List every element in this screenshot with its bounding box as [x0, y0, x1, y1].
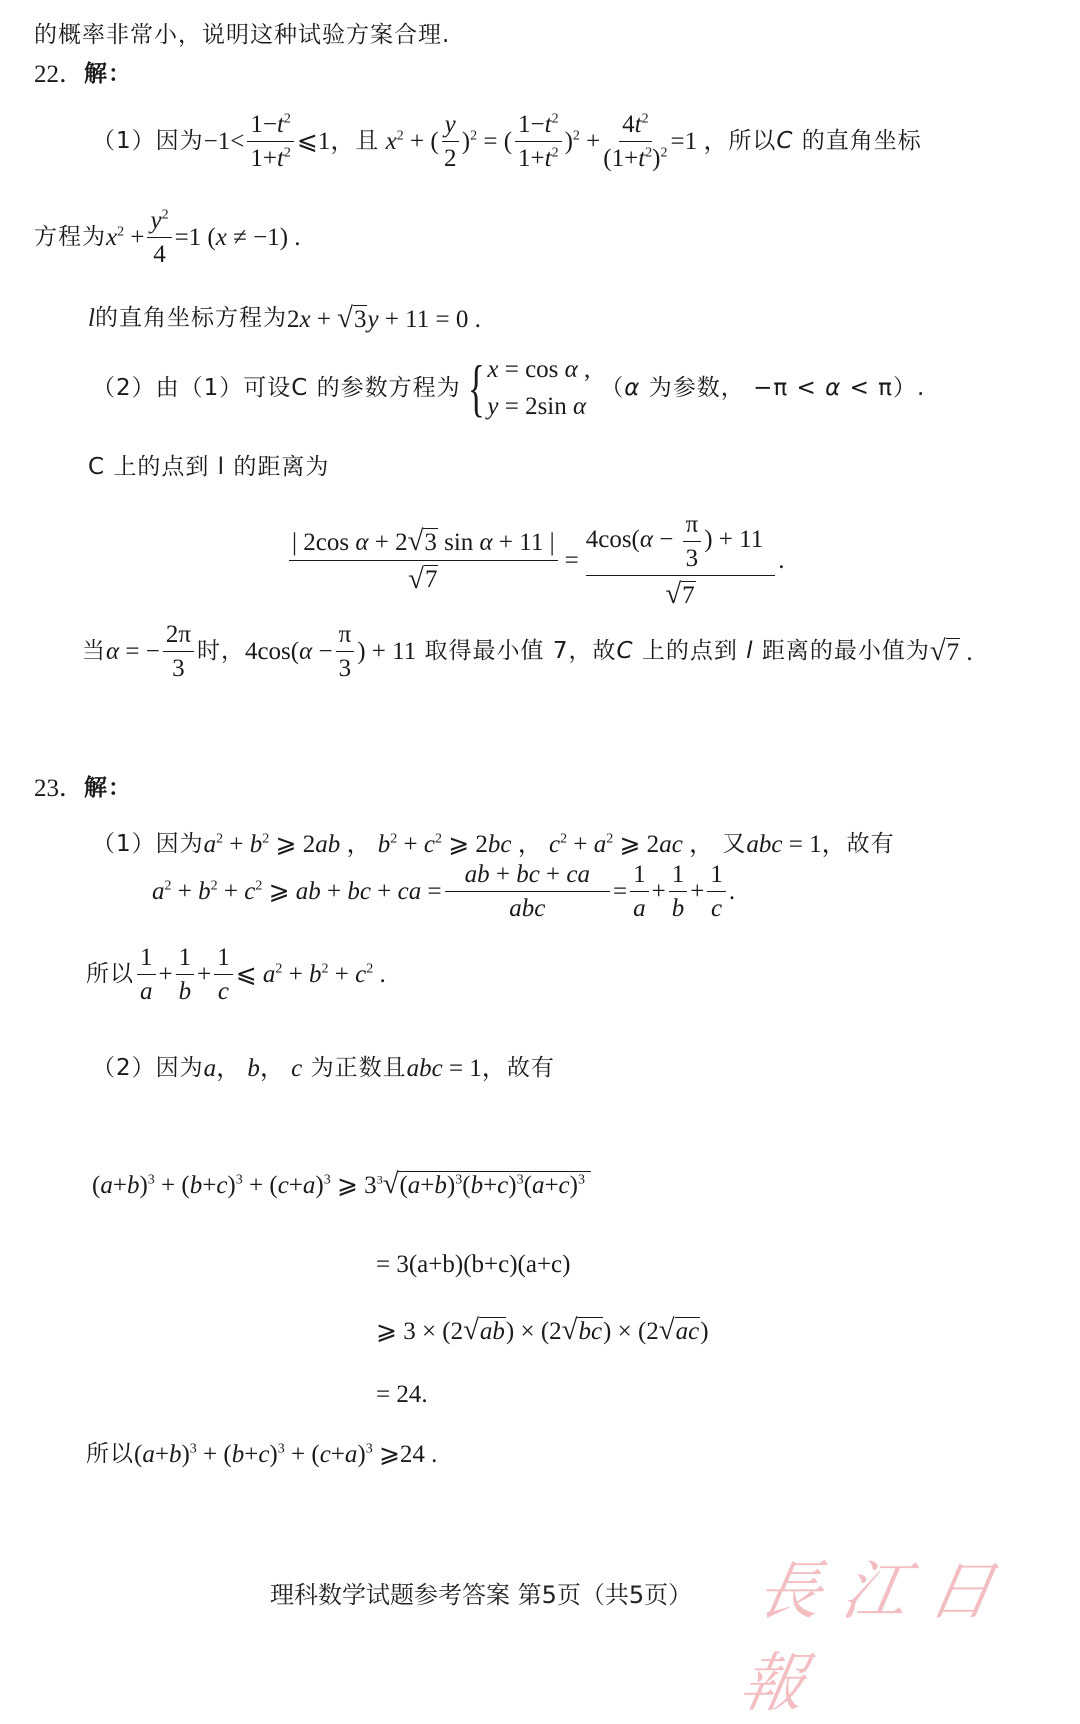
text: 取得最小值 7，故C 上的点到 l 距离的最小值为 [416, 638, 930, 664]
math: $(a+b)^3 + (b+c)^3 + (c+a)^3$ ⩾24 . [134, 1441, 438, 1468]
math: = [564, 546, 579, 574]
math: ) + 11 [357, 638, 417, 665]
distance-intro [88, 456, 329, 479]
page-footer: 理科数学试题参考答案 第5页（共5页） [270, 1581, 693, 1609]
math: α = − [106, 638, 160, 665]
fraction: $\frac{1}{a}$ [630, 862, 649, 921]
problem-23-heading [34, 776, 132, 801]
fraction: | 2cos α + 2 √ 3 sin α + 11 | √ 7 [289, 527, 558, 594]
fraction: $\frac{1}{a}$ [137, 945, 156, 1004]
math: abc = 1， [746, 831, 847, 858]
math: . [778, 546, 785, 574]
text: 所以 [86, 1441, 134, 1467]
fraction: $\frac{y}{2}$ [442, 112, 459, 171]
symbol: l [88, 304, 95, 332]
math: . [728, 878, 736, 905]
distance-formula [286, 512, 784, 609]
part-label: （1）因为 [92, 831, 204, 857]
math: ⩽1， [296, 128, 356, 155]
fraction: $\frac{ab + bc + ca}{\text{abc}}$ [445, 862, 610, 921]
system-row: y = 2sin α [487, 393, 587, 420]
math: 2x + √ 3 y + 11 = 0 . [286, 302, 481, 334]
text: （α 为参数， −π < α < π）. [600, 374, 926, 401]
problem-22-line-l [88, 304, 481, 333]
continuation-text [34, 24, 450, 47]
problem-23-step3 [376, 1316, 709, 1345]
math: =1 (x ≠ −1) . [174, 224, 301, 251]
problem-23-step2 [376, 1252, 570, 1277]
math: √ 7 . [929, 635, 973, 668]
math: ⩽ $a^2 + b^2 + c^2$ . [235, 961, 386, 988]
math: ⩾ 3 × (2 √ ab ) × (2 √ bc ) × (2 √ ac ) [376, 1314, 709, 1346]
text: 为正数且 [302, 1055, 407, 1081]
part-label: （2）因为 [92, 1055, 204, 1081]
problem-23-step1 [92, 1170, 591, 1199]
fraction: $\frac{\pi}{3}$ [336, 622, 355, 681]
math: $a^2 + b^2$ ⩾ 2ab ， $b^2 + c^2$ ⩾ 2bc ， $c^2 + a^2$ ⩾ 2ac ， [203, 831, 715, 858]
fraction: $\frac{4t^2}{(1+t^2)^2}$ [603, 111, 668, 172]
distance-conclusion [82, 622, 973, 681]
math: )$^2$ = ( [461, 128, 513, 155]
equation-system: { x = cos α , y = 2sin α [467, 352, 591, 423]
math: $a^2 + b^2 + c^2$ ⩾ ab + bc + ca = [152, 878, 442, 905]
math: = [613, 878, 628, 905]
text: 所以 [86, 961, 134, 987]
fraction: 4cos(α − $\frac{\pi}{3}$ ) + 11 √ 7 [586, 512, 776, 609]
text: 时， [196, 638, 245, 664]
math: 4cos(α − [244, 638, 333, 665]
fraction: $\frac{y^2}{4}$ [147, 208, 171, 267]
problem-23-part1-line2: $a^2 + b^2 + c^2$ ⩾ ab + bc + ca = $\frac{ab + bc + ca}{\text{abc}}$ = $\frac{1}{a}$ + $\frac{1}{b}$ + $\frac{1}{c}$ . [152, 861, 736, 922]
problem-22-part1-line2 [34, 208, 301, 267]
text: 又 [714, 831, 747, 857]
text: 所以C 的直角坐标 [728, 128, 922, 154]
text: 的直角坐标方程为 [94, 304, 287, 331]
problem-22-part1-line1 [92, 112, 922, 171]
part-label: （1）因为 [92, 128, 204, 154]
math: a， b， c [203, 1055, 303, 1082]
problem-23-step4 [376, 1382, 428, 1407]
problem-23-part1-line3: 所以 $\frac{1}{a}$ + $\frac{1}{b}$ + $\frac{1}{c}$ ⩽ $a^2 + b^2 + c^2$ . [86, 944, 386, 1005]
fraction: $\frac{2\pi}{3}$ [163, 622, 194, 681]
fraction: $\frac{1}{c}$ [214, 945, 233, 1004]
problem-22-part2 [92, 352, 926, 423]
problem-23-conclusion [86, 1442, 437, 1467]
math: abc = 1， [406, 1055, 507, 1082]
text: 且 [355, 128, 380, 154]
text: 的概率非常小，说明这种试验方案合理. [34, 22, 451, 48]
fraction: $\frac{1-t^2}{1+t^2}$ [247, 112, 294, 171]
text: 当 [82, 638, 106, 664]
watermark-logo: 長江日報 [734, 1555, 1022, 1721]
system-row: x = cos α , [487, 356, 591, 383]
math: $(a+b)^3 + (b+c)^3 + (c+a)^3$ ⩾ $3^3$ √ $(a+b)^3(b+c)^3(a+c)^3$ [92, 1170, 591, 1199]
problem-23-part2-line1 [92, 1056, 555, 1081]
math: = 24. [376, 1381, 428, 1408]
math: =1 ， [670, 128, 729, 155]
problem-number: 23． [34, 775, 85, 802]
problem-number: 22． [34, 61, 85, 88]
math: −1< [203, 128, 245, 155]
text: C 上的点到 l 的距离为 [88, 454, 330, 480]
fraction: $\frac{1-t^2}{1+t^2}$ [515, 112, 562, 171]
math: )$^2$ + [564, 128, 601, 155]
fraction: $\frac{1}{c}$ [707, 862, 726, 921]
solution-label: 解： [84, 61, 133, 87]
problem-22-heading [34, 62, 132, 87]
problem-23-part1-line1 [92, 832, 895, 857]
math: = 3(a+b)(b+c)(a+c) [376, 1251, 571, 1278]
text: 方程为 [34, 224, 106, 250]
part-label: （2）由（1）可设C 的参数方程为 [92, 374, 461, 401]
text: 故有 [846, 831, 895, 857]
math: $x^2$ + [106, 224, 145, 251]
text: 故有 [506, 1055, 555, 1081]
fraction: $\frac{1}{b}$ [669, 862, 688, 921]
solution-label: 解： [84, 775, 133, 801]
fraction: $\frac{1}{b}$ [176, 945, 195, 1004]
math: $x^2$ + ( [385, 128, 439, 155]
